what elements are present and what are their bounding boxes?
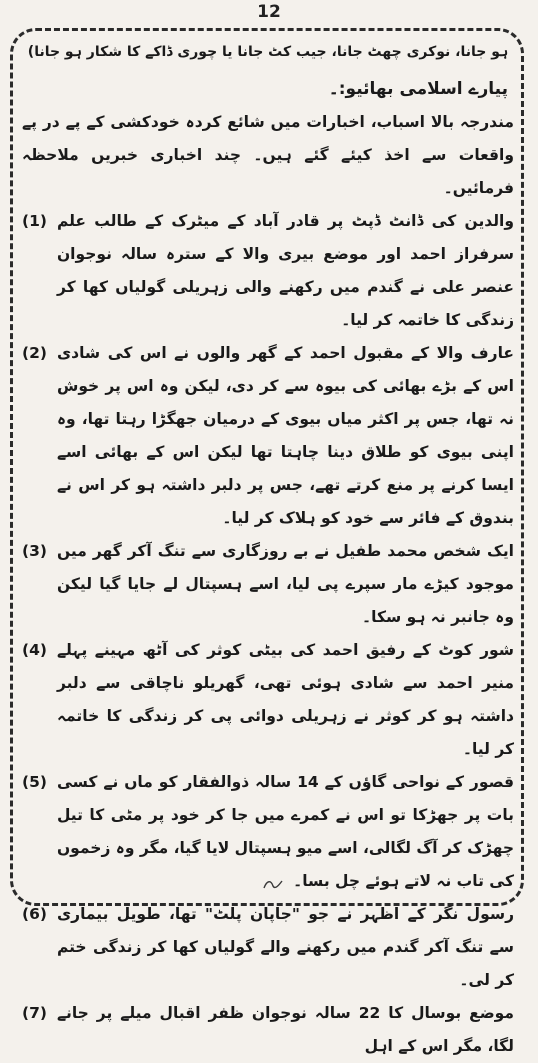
item-text: عارف والا کے مقبول احمد کے گھر والوں نے اس کی شادی اس کے بڑے بھائی کی بیوہ سے کر دی، لیکن وہ اس پر خوش نہ تھا، جس پر اکثر میاں بیوی کے درمیان جھگڑا رہتا تھا، وہ اپنی بیوی کو طلاق دینا چاہتا تھا لیکن اس کے بھائی اسے ایسا کرنے پر منع کرتے تھے، جس پر دلبر داشتہ ہو کر اس نے بندوق کے فائر سے خود کو ہلاک کر لیا۔ [56,344,514,527]
item-text: قصور کے نواحی گاؤں کے 14 سالہ ذوالفقار کو ماں نے کسی بات پر جھڑکا تو اس نے کمرے میں جا کر خود پر مٹی کا تیل چھڑک کر آگ لگالی، اسے میو ہسپتال لایا گیا، مگر وہ زخموں کی تاب نہ لاتے ہوئے چل بسا۔ [56,773,514,890]
item-number: (1) [22,212,47,230]
item-text: شور کوٹ کے رفیق احمد کی بیٹی کوثر کی آٹھ مہینے پہلے منیر احمد سے شادی ہوئی تھی، گھریلو ناچاقی سے دلبر داشتہ ہو کر کوثر نے زہریلی دوائی پی کر زندگی کا خاتمہ کر لیا۔ [56,641,514,758]
item-text: موضع بوسال کا 22 سالہ نوجوان ظفر اقبال میلے پر جانے لگا، مگر اس کے اہل [56,1004,514,1055]
news-item-3 [22,535,514,634]
item-number: (5) [22,773,47,791]
continued-line: ہو جانا، نوکری چھٹ جانا، جیب کٹ جانا یا چوری ڈاکے کا شکار ہو جانا) [27,44,509,60]
news-item-6 [22,898,514,997]
item-text: والدین کی ڈانٹ ڈپٹ پر قادر آباد کے میٹرک کے طالب علم سرفراز احمد اور موضع بیری والا کے سترہ سالہ نوجوان عنصر علی نے گندم میں رکھنے والی زہریلی گولیاں کھا کر زندگی کا خاتمہ کر لیا۔ [56,212,514,329]
news-item-4 [22,634,514,766]
handwritten-mark-icon [262,876,284,892]
news-item-7 [22,997,514,1063]
item-number: (6) [22,905,47,923]
item-text: ایک شخص محمد طفیل نے بے روزگاری سے تنگ آکر گھر میں موجود کیڑے مار سپرے پی لیا، اسے ہسپتال لے جایا گیا لیکن وہ جانبر نہ ہو سکا۔ [56,542,514,626]
item-number: (7) [22,1004,47,1022]
news-item-2 [22,337,514,535]
item-number: (2) [22,344,47,362]
item-number: (3) [22,542,47,560]
page-content [22,36,514,1055]
news-item-1 [22,205,514,337]
item-number: (4) [22,641,47,659]
item-text: رسول نگر کے اظہر نے جو "جاپان پلٹ" تھا، طویل بیماری سے تنگ آکر گندم میں رکھنے والے گولیاں کھا کر زندگی ختم کر لی۔ [56,905,514,989]
intro-paragraph: مندرجہ بالا اسباب، اخبارات میں شائع کردہ خودکشی کے پے در پے واقعات سے اخذ کیئے گئے ہیں۔ چند اخباری خبریں ملاحظہ فرمائیں۔ [22,113,514,197]
page-number: 12 [257,2,281,22]
section-heading: پیارے اسلامی بھائیو:۔ [328,79,508,99]
